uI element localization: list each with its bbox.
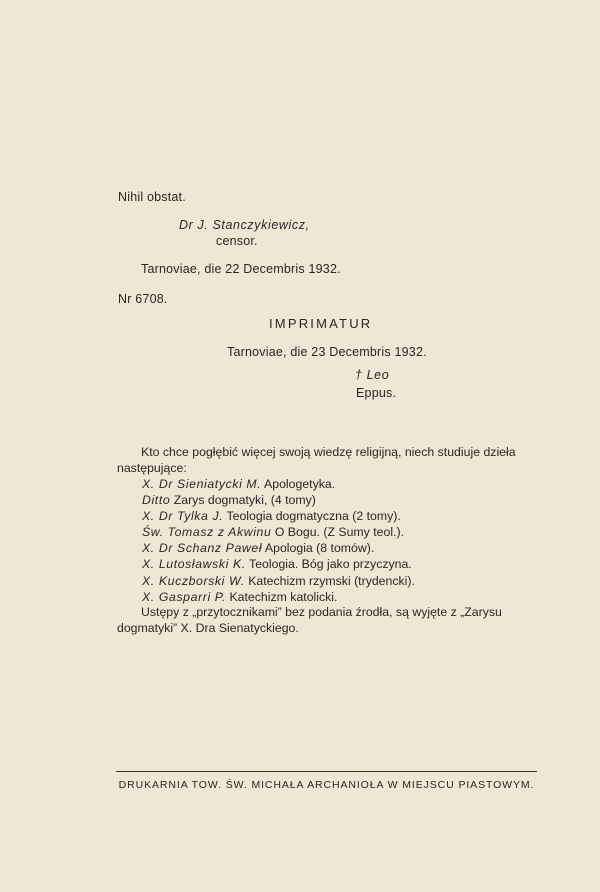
list-item xyxy=(142,524,415,540)
imprimatur-title: IMPRIMATUR xyxy=(269,316,373,331)
source-note xyxy=(117,604,541,636)
book-author: X. Dr Sieniatycki M. xyxy=(142,477,262,491)
bishop-rank: Eppus. xyxy=(356,386,397,400)
book-author: Ditto xyxy=(142,493,171,508)
book-title: Katechizm rzymski (trydencki). xyxy=(248,573,415,588)
list-item xyxy=(142,589,415,605)
intro-line-2: następujące: xyxy=(117,461,187,475)
book-author: X. Kuczborski W. xyxy=(142,573,245,588)
footer-divider xyxy=(116,771,537,772)
book-author: X. Lutosławski K. xyxy=(142,557,246,572)
list-item xyxy=(142,573,415,589)
book-author: X. Dr Schanz Paweł xyxy=(142,541,263,556)
book-title: Katechizm katolicki. xyxy=(229,589,338,604)
intro-paragraph xyxy=(117,444,541,476)
book-title: O Bogu. (Z Sumy teol.). xyxy=(274,525,404,540)
list-item xyxy=(142,556,415,572)
printer-footer: DRUKARNIA TOW. ŚW. MICHAŁA ARCHANIOŁA W MIEJSCU PIASTOWYM. xyxy=(118,779,535,791)
book-author: Św. Tomasz z Akwinu xyxy=(142,525,272,540)
bishop-signature: † Leo xyxy=(355,368,390,382)
note-line-1: Ustępy z „przytocznikami” bez podania źrodła, są wyjęte z „Zarysu xyxy=(141,605,502,619)
list-item xyxy=(142,476,415,492)
nihil-obstat-label: Nihil obstat. xyxy=(118,190,186,204)
nihil-date: Tarnoviae, die 22 Decembris 1932. xyxy=(141,262,341,276)
book-title: Apologetyka. xyxy=(264,477,336,491)
intro-line-1: Kto chce pogłębić więcej swoją wiedzę religijną, niech studiuje dzieła xyxy=(141,445,516,459)
list-item xyxy=(142,540,415,556)
list-item xyxy=(142,508,415,524)
imprimatur-date: Tarnoviae, die 23 Decembris 1932. xyxy=(227,345,427,359)
censor-title: censor. xyxy=(216,234,258,248)
censor-name: Dr J. Stanczykiewicz, xyxy=(179,218,310,232)
list-item xyxy=(142,492,415,508)
note-line-2: dogmatyki” X. Dra Sienatyckiego. xyxy=(117,621,299,635)
book-title: Zarys dogmatyki, (4 tomy) xyxy=(173,493,316,508)
book-title: Teologia dogmatyczna (2 tomy). xyxy=(226,509,401,524)
book-title: Teologia. Bóg jako przyczyna. xyxy=(249,557,412,572)
book-author: X. Dr Tylka J. xyxy=(142,509,224,524)
book-list xyxy=(142,476,415,605)
book-title: Apologia (8 tomów). xyxy=(264,541,375,556)
book-author: X. Gasparri P. xyxy=(142,589,227,604)
document-number: Nr 6708. xyxy=(118,292,168,306)
